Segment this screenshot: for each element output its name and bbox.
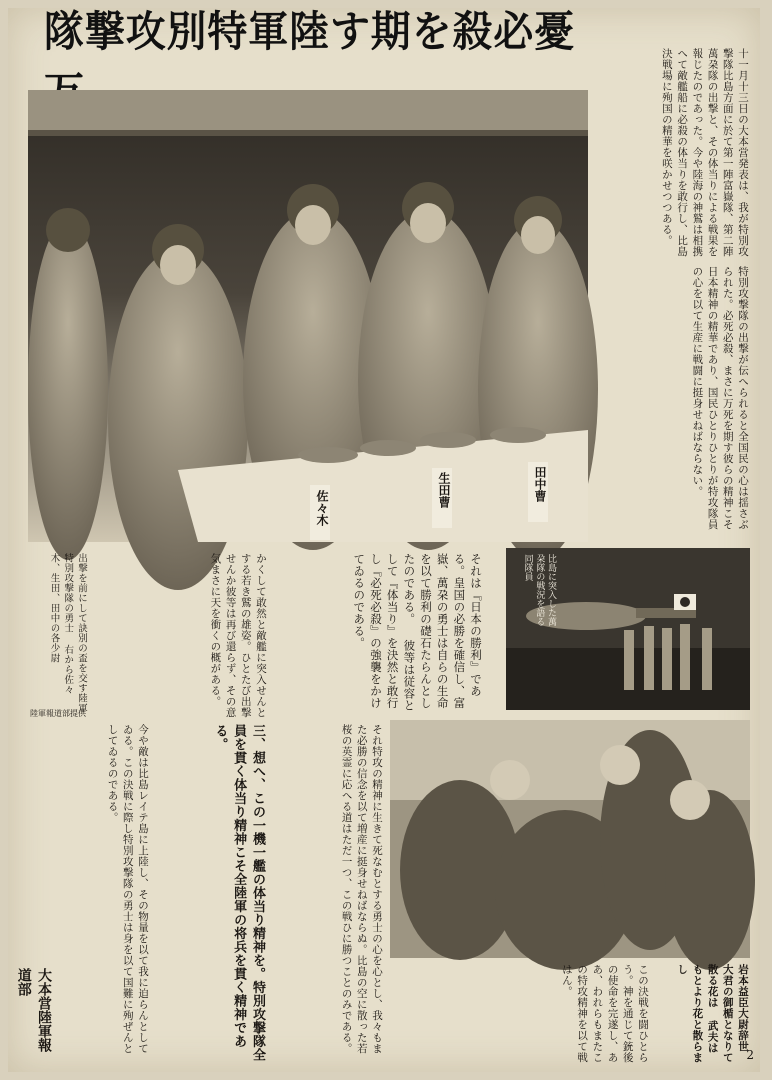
upper-right-column [598, 266, 750, 536]
center-text-1: それは『日本の勝利』である。皇国の必勝を確信し、富嶽、萬朶の勇士は自らの生命を以て勝利の礎石たらんとしたのである。 [402, 553, 483, 709]
center-text-2: 彼等は従容として『体当り』を決然と敢行し『必死必殺』の強襲をかけてゐるのである。 [352, 553, 417, 712]
middle-left-text-content: かくして敢然と敵艦に突入せんとする若き鷲の雄姿。ひとたび出撃せんか彼等は再び還らず、その意気まさに天を衝くの概がある。 [209, 553, 267, 718]
lower-center-bold-text: 三、想へ、この一機一艦の体当り精神を。特別攻撃隊全員を貫く体当り精神こそ全陸軍の将兵を貫く精神である。 [212, 724, 265, 1062]
caption-line-2: 右から佐々木、生田、田中の各少尉 [48, 553, 74, 695]
lower-center-bold [156, 724, 266, 1064]
top-right-article [598, 48, 750, 258]
poem-title: 岩本益臣大尉辞世 [737, 964, 749, 1052]
aircraft-photo [506, 548, 750, 710]
poem-line-2: 武夫はもとより花と散らまし [676, 964, 719, 1063]
name-tag-2: 生田曹 [437, 472, 451, 508]
aircraft-photo-caption: 比島に突入した萬朶隊の戦況を語る同隊員 [522, 554, 556, 626]
headline-text: 隊撃攻別特軍陸す期を殺必憂 [44, 7, 576, 56]
mechanics-photo [390, 720, 750, 958]
mechanics-photo-image [390, 720, 750, 958]
lower-left-column-text: 今や敵は比島レイテ島に上陸し、その物量を以て我に迫らんとしてゐる。この決戦に際し特別攻撃隊の勇士は身を以て国難に殉ぜんとしてゐるのである。 [106, 724, 149, 1054]
closing-text [390, 964, 650, 1064]
middle-left-text [94, 553, 268, 718]
lower-center-right-text-content: それ特攻の精神に生きて死なむとする勇士の心を心とし、我々もまた必勝の信念を以て増産に挺身せねばならぬ。比島の空に散った若桜の英霊に応へる道はただ一つ、この戦ひに勝つことのみである。 [340, 724, 383, 1054]
photo-credit: 陸軍報道部提供 [30, 709, 86, 718]
main-photo [28, 90, 588, 542]
upper-right-column-text: 特別攻撃隊の出撃が伝へられると全国民の心は揺さぶられた。必死必殺、まさに万死を期す彼らの精神こそ日本精神の精華であり、国民ひとりひとりが特攻隊員の心を以て生産に戦闘に挺身せねばならない。 [691, 266, 749, 530]
caption-line-1: 出撃を前にして訣別の盃を交す陸軍特別攻撃隊の勇士 [62, 553, 87, 713]
poem-line-1: 大君の御楯となりて散る花は [706, 964, 734, 1063]
lower-center-right-text [272, 724, 384, 1064]
top-right-article-text: 十一月十三日の大本営発表は、我が特別攻撃隊比島方面に於て第一陣富嶽隊、第二陣萬朶隊の出撃と、その体当りによる戦果を報じたのであった。今や陸海の神鷲は相携へて敵艦船に必殺の体当りを敢行し、比島決戦場に殉国の精華を咲かせつつある。 [660, 48, 749, 257]
newspaper-page [8, 8, 760, 1072]
main-photo-image [28, 90, 588, 542]
name-tag-1: 佐々木 [315, 490, 329, 526]
poem-block [658, 964, 750, 1064]
page-number: 2 [746, 1048, 754, 1062]
name-tag-3: 田中曹 [533, 466, 547, 502]
headline [30, 7, 590, 90]
photo-caption-left [30, 553, 88, 713]
center-text [274, 553, 484, 718]
closing-text-content: この決戦を闘ひとらう。神を通じて銃後の使命を完遂し、ああ、われらもまたこの特攻精神を以て戦はん。 [560, 964, 649, 1063]
signature: 大本営陸軍報道部 [15, 968, 52, 1052]
